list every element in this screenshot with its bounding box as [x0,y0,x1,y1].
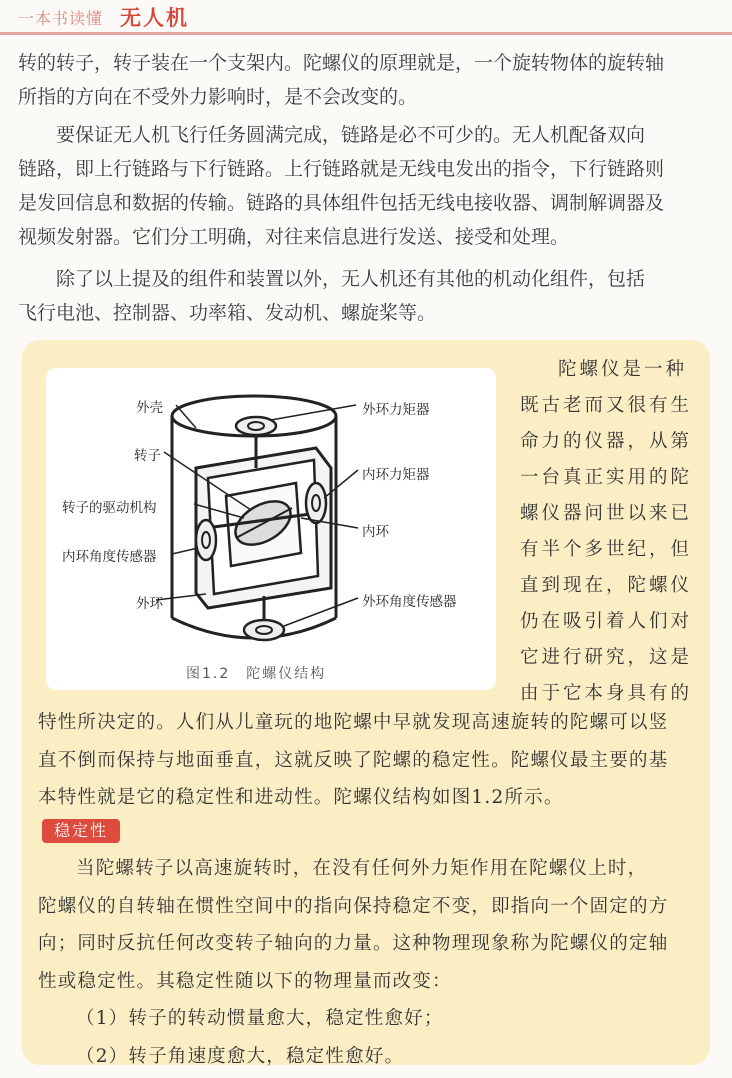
sidebar-column-text [520,352,700,712]
text-line: 特性所决定的。人们从儿童玩的地陀螺中早就发现高速旋转的陀螺可以竖 [38,712,669,733]
text-line: 命力的仪器，从第 [520,431,693,452]
text-line: 向；同时反抗任何改变转子轴向的力量。这种物理现象称为陀螺仪的定轴 [38,933,669,954]
page-header [0,0,732,36]
text-line: 除了以上提及的组件和装置以外，无人机还有其他的机动化组件，包括 [56,268,646,290]
text-line: 它进行研究，这是 [520,647,693,668]
label-rotor: 转子 [134,448,161,464]
figure-caption: 图1.2 陀螺仪结构 [186,666,327,682]
text-line: 仍在吸引着人们对 [520,611,693,632]
book-series-name: 一本书读懂 [18,9,104,28]
text-line: 性或稳定性。其稳定性随以下的物理量而改变： [38,970,452,992]
text-line: 转的转子，转子装在一个支架内。陀螺仪的原理就是，一个旋转物体的旋转轴 [18,52,665,74]
text-line: 由于它本身具有的 [520,683,693,704]
stability-paragraph [38,850,708,1000]
text-line: 链路，即上行链路与下行链路。上行链路就是无线电发出的指令，下行链路则 [18,158,665,180]
book-title: 无人机 [120,5,189,30]
label-shell: 外壳 [136,400,163,416]
label-outer-angle-sensor: 外环角度传感器 [362,594,457,610]
label-outer-ring: 外环 [136,596,163,612]
section-tag-stability: 稳定性 [42,819,120,843]
paragraph-gyro-principle [18,46,718,114]
text-line: 当陀螺转子以高速旋转时，在没有任何外力矩作用在陀螺仪上时， [76,858,648,879]
text-line: 有半个多世纪，但 [520,539,693,560]
paragraph-other-components [18,262,718,330]
label-inner-angle-sensor: 内环角度传感器 [62,549,157,565]
sidebar-continuation [38,704,708,817]
text-line: 螺仪器问世以来已 [520,503,693,524]
text-line: 既古老而又很有生 [520,395,693,416]
text-line: 本特性就是它的稳定性和进动性。陀螺仪结构如图1.2所示。 [38,787,564,808]
label-inner-ring: 内环 [362,524,389,540]
text-line: 直不倒而保持与地面垂直，这就反映了陀螺的稳定性。陀螺仪最主要的基 [38,749,669,771]
header-divider [0,32,732,35]
label-inner-torquer: 内环力矩器 [362,467,430,483]
text-line: 直到现在，陀螺仪 [520,575,693,596]
label-outer-torquer: 外环力矩器 [362,402,430,418]
list-item: （2）转子角速度愈大，稳定性愈好。 [76,1045,405,1067]
label-rotor-drive: 转子的驱动机构 [62,500,157,516]
text-line: 视频发射器。它们分工明确，对往来信息进行发送、接受和处理。 [18,226,570,248]
list-item: （1）转子的转动惯量愈大，稳定性愈好； [76,1008,444,1029]
paragraph-data-link [18,118,718,254]
text-line: 飞行电池、控制器、功率箱、发动机、螺旋桨等。 [18,302,437,324]
text-line: 陀螺仪是一种 [558,359,688,380]
text-line: 所指的方向在不受外力影响时，是不会改变的。 [18,86,418,108]
text-line: 陀螺仪的自转轴在惯性空间中的指向保持稳定不变，即指向一个固定的方 [38,895,669,917]
text-line: 一台真正实用的陀 [520,467,693,488]
text-line: 是发回信息和数据的传输。链路的具体组件包括无线电接收器、调制解调器及 [18,192,665,214]
text-line: 要保证无人机飞行任务圆满完成，链路是必不可少的。无人机配备双向 [56,124,646,146]
stability-list [38,1000,708,1075]
